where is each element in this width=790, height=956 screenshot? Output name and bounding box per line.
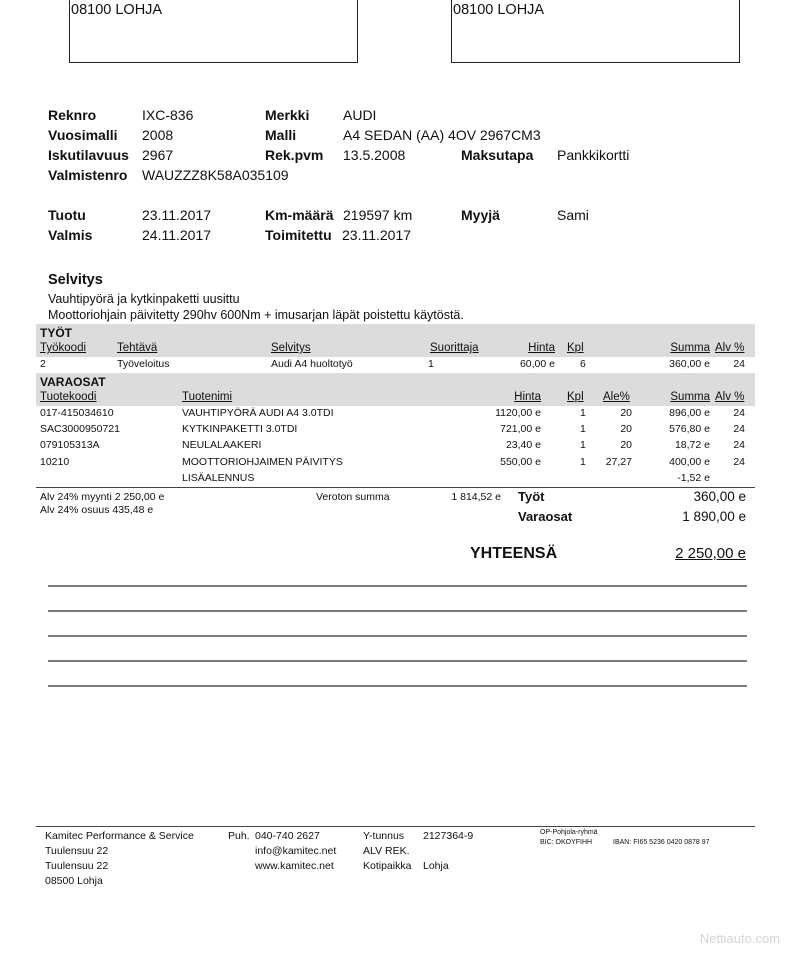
varaosat-row-kpl: 1 xyxy=(580,423,586,435)
varaosat-row-koodi: 10210 xyxy=(40,456,70,468)
recipient-address-box xyxy=(69,0,358,63)
varaosat-row-kpl: 1 xyxy=(580,456,586,468)
varaosat-row-summa: 896,00 e xyxy=(669,407,710,419)
varaosat-row-summa: 400,00 e xyxy=(669,456,710,468)
varaosat-header-band xyxy=(36,373,755,406)
myyja-label: Myyjä xyxy=(461,207,500,223)
malli-value: A4 SEDAN (AA) 4OV 2967CM3 xyxy=(343,127,541,143)
varaosat-row-nimi: VAUHTIPYÖRÄ AUDI A4 3.0TDI xyxy=(182,407,334,419)
varaosat-row-nimi: KYTKINPAKETTI 3.0TDI xyxy=(182,423,298,435)
varaosat-col-alv: Alv % xyxy=(715,391,745,403)
varaosat-row-koodi: 017-415034610 xyxy=(40,407,114,419)
varaosat-row-alv: 24 xyxy=(733,439,745,451)
company-postal: 08500 Lohja xyxy=(45,875,103,887)
toimitettu-label: Toimitettu xyxy=(265,227,332,243)
delivery-address-box xyxy=(451,0,740,63)
note-line-4 xyxy=(48,660,747,662)
tyot-col-summa: Summa xyxy=(670,342,710,354)
tuotu-label: Tuotu xyxy=(48,207,86,223)
ytunnus-label: Y-tunnus xyxy=(363,830,405,842)
merkki-label: Merkki xyxy=(265,107,310,123)
tyot-col-tehtava: Tehtävä xyxy=(117,342,158,354)
tyot-total-value: 360,00 e xyxy=(693,489,746,504)
varaosat-col-hinta: Hinta xyxy=(514,391,541,403)
varaosat-row-ale: 20 xyxy=(620,423,632,435)
varaosat-title: VARAOSAT xyxy=(40,375,106,389)
recipient-city: 08100 LOHJA xyxy=(71,2,163,18)
varaosat-row-alv: 24 xyxy=(733,407,745,419)
tyot-row-suorittaja: 1 xyxy=(428,358,434,370)
maksutapa-value: Pankkikortti xyxy=(557,147,630,163)
rekpvm-value: 13.5.2008 xyxy=(343,147,406,163)
varaosat-row-alv: 24 xyxy=(733,423,745,435)
maksutapa-label: Maksutapa xyxy=(461,147,534,163)
varaosat-row-hinta: 721,00 e xyxy=(500,423,541,435)
tyot-col-selvitys: Selvitys xyxy=(271,342,311,354)
company-street-2: Tuulensuu 22 xyxy=(45,860,109,872)
table-bottom-divider xyxy=(36,487,755,488)
tyot-total-label: Työt xyxy=(518,489,545,504)
varaosat-row-nimi: NEULALAAKERI xyxy=(182,439,262,451)
tyot-title: TYÖT xyxy=(40,326,72,340)
kotipaikka-value: Lohja xyxy=(423,860,449,872)
varaosat-row-ale: 27,27 xyxy=(605,456,632,468)
varaosat-row-nimi: LISÄALENNUS xyxy=(182,472,255,484)
varaosat-row-kpl: 1 xyxy=(580,439,586,451)
tyot-row-tehtava: Työveloitus xyxy=(117,358,170,370)
tyot-col-hinta: Hinta xyxy=(528,342,555,354)
valmistenro-value: WAUZZZ8K58A035109 xyxy=(142,167,289,183)
veroton-label: Veroton summa xyxy=(316,491,390,503)
varaosat-row-hinta: 23,40 e xyxy=(505,439,541,451)
website-link[interactable]: www.kamitec.net xyxy=(255,860,334,872)
iskutilavuus-value: 2967 xyxy=(142,147,174,163)
note-line-5 xyxy=(48,685,747,687)
selvitys-title: Selvitys xyxy=(48,272,103,288)
kmmaara-label: Km-määrä xyxy=(265,207,334,223)
merkki-value: AUDI xyxy=(343,107,377,123)
varaosat-col-kpl: Kpl xyxy=(567,391,584,403)
phone-label: Puh. xyxy=(228,830,250,842)
tyot-row-alv: 24 xyxy=(733,358,745,370)
alv-myynti: Alv 24% myynti 2 250,00 e xyxy=(40,491,165,503)
note-line-3 xyxy=(48,635,747,637)
varaosat-row-hinta: 1120,00 e xyxy=(495,407,541,419)
tyot-row-summa: 360,00 e xyxy=(669,358,710,370)
vuosimalli-label: Vuosimalli xyxy=(48,127,118,143)
veroton-value: 1 814,52 e xyxy=(451,491,501,503)
varaosat-row-summa: -1,52 e xyxy=(677,472,710,484)
alv-osuus: Alv 24% osuus 435,48 e xyxy=(40,504,154,516)
company-street-1: Tuulensuu 22 xyxy=(45,845,109,857)
ytunnus-value: 2127364-9 xyxy=(423,830,474,842)
kotipaikka-label: Kotipaikka xyxy=(363,860,412,872)
footer-divider xyxy=(36,826,755,827)
tyot-row-hinta: 60,00 e xyxy=(519,358,555,370)
tyot-col-tyokoodi: Työkoodi xyxy=(40,342,87,354)
rekpvm-label: Rek.pvm xyxy=(265,147,324,163)
valmis-label: Valmis xyxy=(48,227,93,243)
tyot-row-selvitys: Audi A4 huoltotyö xyxy=(271,358,353,370)
kmmaara-value: 219597 km xyxy=(343,207,413,223)
varaosat-row-koodi: SAC3000950721 xyxy=(40,423,120,435)
alv-rek: ALV REK. xyxy=(363,845,410,857)
tyot-col-alv: Alv % xyxy=(715,342,745,354)
reknro-value: IXC-836 xyxy=(142,107,194,123)
varaosat-row-hinta: 550,00 e xyxy=(500,456,541,468)
varaosat-row-kpl: 1 xyxy=(580,407,586,419)
varaosat-total-label: Varaosat xyxy=(518,509,573,524)
varaosat-row-koodi: 079105313A xyxy=(40,439,100,451)
toimitettu-value: 23.11.2017 xyxy=(342,227,412,243)
varaosat-col-tuotekoodi: Tuotekoodi xyxy=(40,391,97,403)
yhteensa-label: YHTEENSÄ xyxy=(470,545,558,562)
note-line-1 xyxy=(48,585,747,587)
varaosat-row-summa: 576,80 e xyxy=(669,423,710,435)
company-name: Kamitec Performance & Service xyxy=(45,830,194,842)
note-line-2 xyxy=(48,610,747,612)
vuosimalli-value: 2008 xyxy=(142,127,174,143)
bank-name: OP-Pohjola-ryhmä xyxy=(540,829,598,836)
varaosat-row-ale: 20 xyxy=(620,407,632,419)
varaosat-col-ale: Ale% xyxy=(603,391,630,403)
tyot-row-kpl: 6 xyxy=(580,358,586,370)
valmistenro-label: Valmistenro xyxy=(48,167,128,183)
valmis-value: 24.11.2017 xyxy=(142,227,212,243)
phone-value: 040-740 2627 xyxy=(255,830,320,842)
bank-iban: IBAN: FI65 5236 0420 0878 97 xyxy=(613,839,710,846)
tyot-col-kpl: Kpl xyxy=(567,342,584,354)
watermark: Nettiauto.com xyxy=(699,931,780,946)
tyot-row-tyokoodi: 2 xyxy=(40,358,46,370)
yhteensa-value: 2 250,00 e xyxy=(675,545,746,562)
selvitys-line-2: Moottoriohjain päivitetty 290hv 600Nm + imusarjan läpät poistettu käytöstä. xyxy=(48,308,464,322)
tuotu-value: 23.11.2017 xyxy=(142,207,212,223)
varaosat-row-summa: 18,72 e xyxy=(674,439,710,451)
varaosat-row-alv: 24 xyxy=(733,456,745,468)
delivery-city: 08100 LOHJA xyxy=(453,2,545,18)
myyja-value: Sami xyxy=(557,207,589,223)
varaosat-row-nimi: MOOTTORIOHJAIMEN PÄIVITYS xyxy=(182,456,343,468)
tyot-col-suorittaja: Suorittaja xyxy=(430,342,479,354)
malli-label: Malli xyxy=(265,127,297,143)
varaosat-total-value: 1 890,00 e xyxy=(682,509,746,524)
reknro-label: Reknro xyxy=(48,107,97,123)
bank-bic: BIC: OKOYFIHH xyxy=(540,839,593,846)
varaosat-col-tuotenimi: Tuotenimi xyxy=(182,391,233,403)
varaosat-col-summa: Summa xyxy=(670,391,710,403)
varaosat-row-ale: 20 xyxy=(620,439,632,451)
selvitys-line-1: Vauhtipyörä ja kytkinpaketti uusittu xyxy=(48,292,240,306)
iskutilavuus-label: Iskutilavuus xyxy=(48,147,129,163)
email-link[interactable]: info@kamitec.net xyxy=(255,845,337,857)
